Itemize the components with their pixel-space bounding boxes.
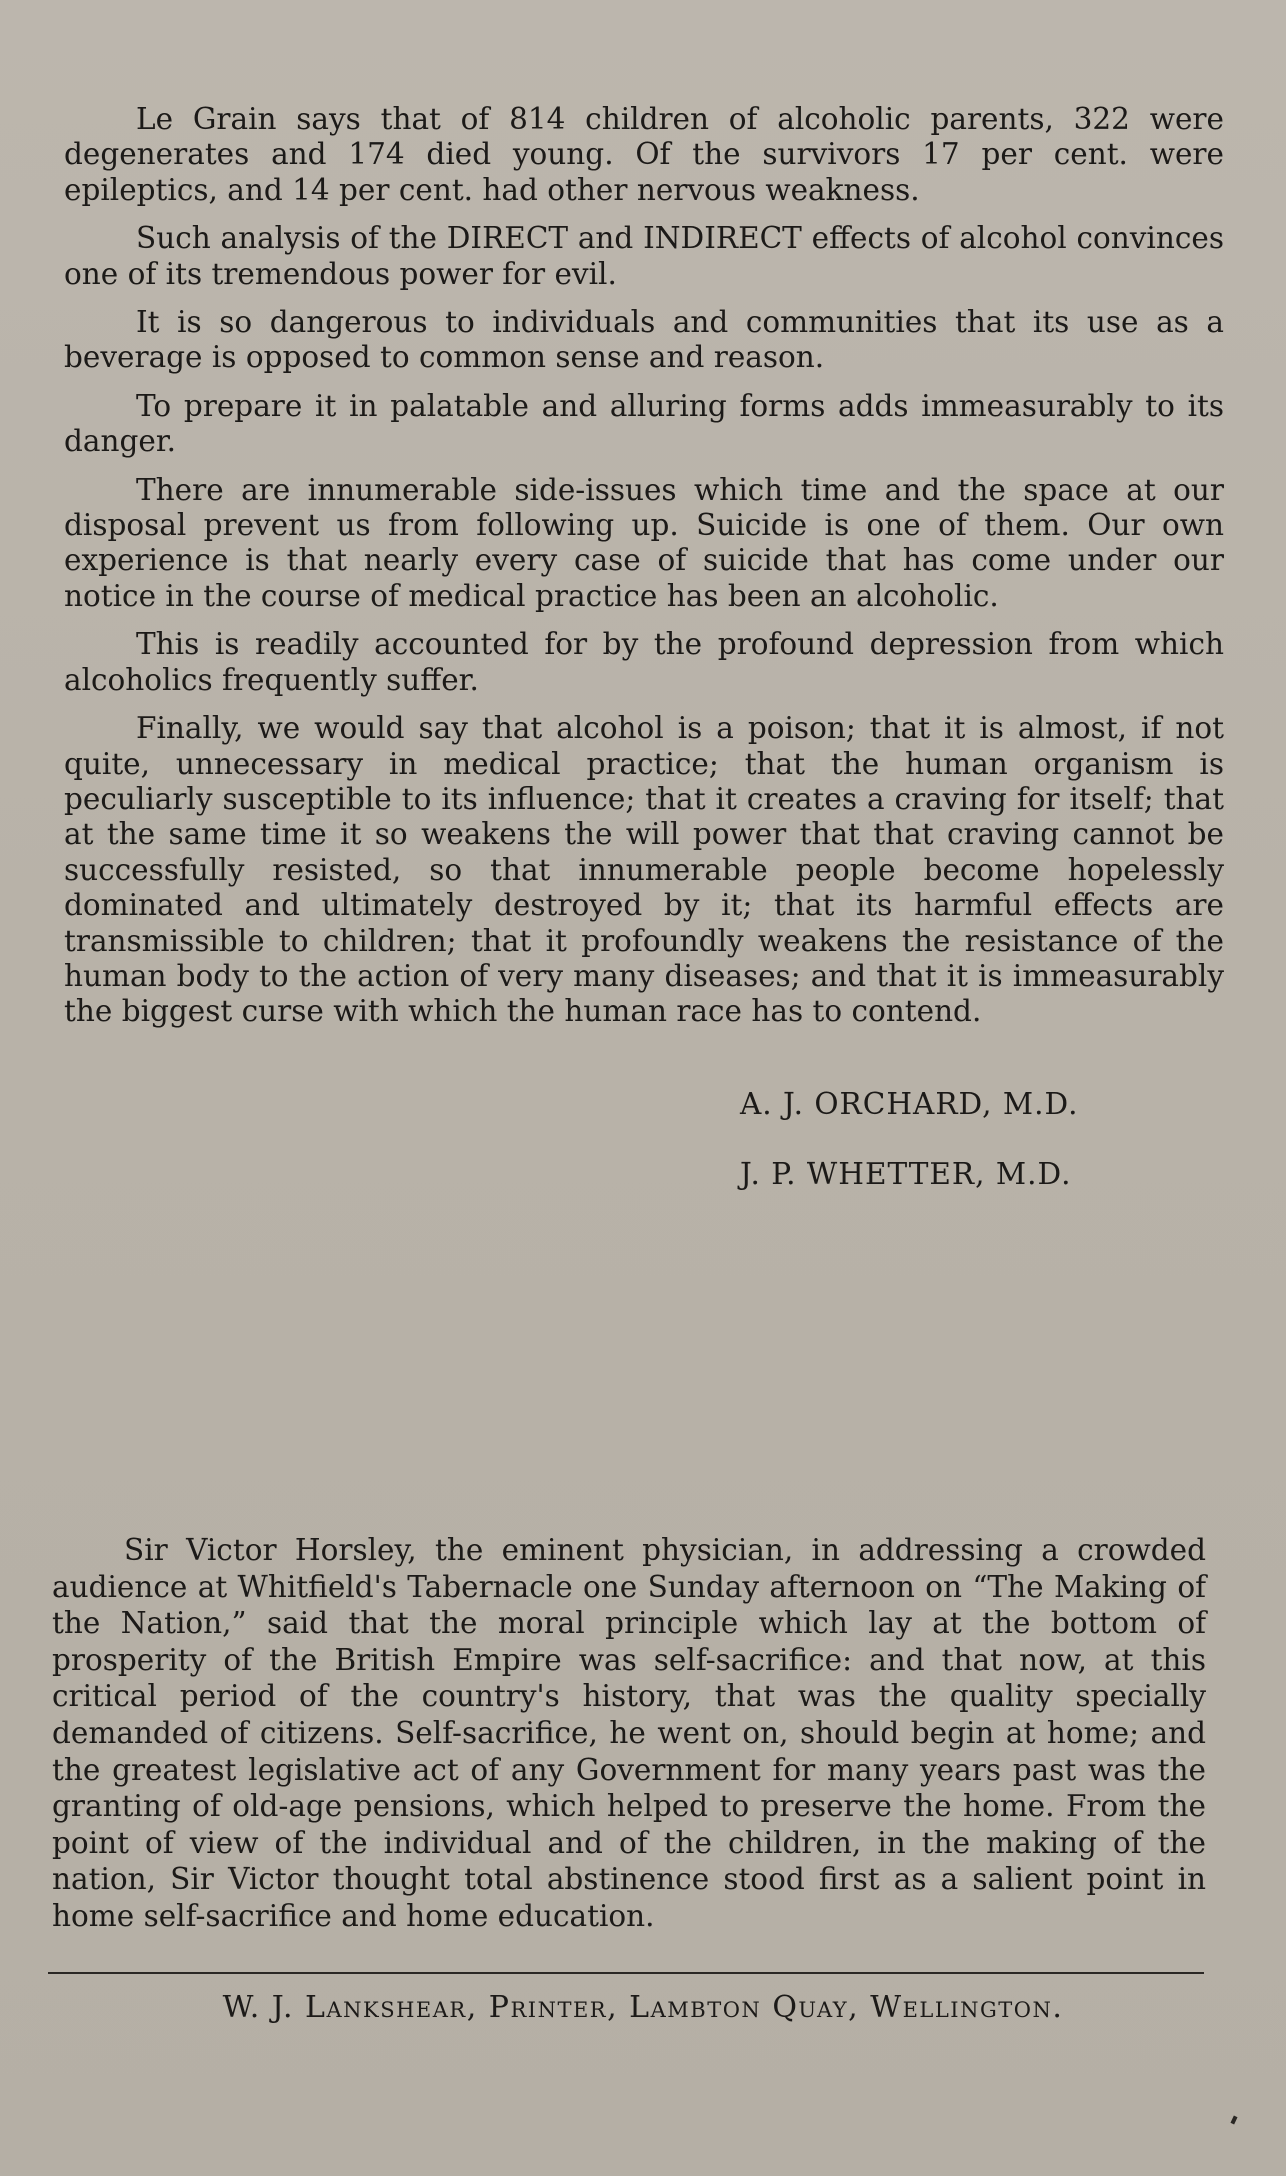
paragraph-horsley: Sir Victor Horsley, the eminent physician, in addressing a crowded audience at Whitfield's Tabernacle one Sunday afternoon on “The Making of the Nation,” said that the moral principle which lay at the bottom of prosperity of the British Empire was self-sacrifice: and that now, at this critical period of the country's history, that was the quality specially demanded of citizens. Self-sacrifice, he went on, should begin at home; and the greatest legislative act of any Government for many years past was the granting of old-age pensions, which helped to preserve the home. From the point of view of the individual and of the children, in the making of the nation, Sir Victor thought total abstinence stood first as a salient point in home self-sacrifice and home education. (52, 1533, 1206, 1933)
signature-orchard: A. J. ORCHARD, M.D. (740, 1087, 1079, 1121)
paragraph-analysis: Such analysis of the DIRECT and INDIRECT effects of alcohol convinces one of its tremendous power for evil. (64, 221, 1224, 291)
signature-whetter: J. P. WHETTER, M.D. (740, 1157, 1072, 1191)
footer-rule (48, 1972, 1204, 1974)
paragraph-le-grain: Le Grain says that of 814 children of alcoholic parents, 322 were degenerates and 174 died young. Of the survivors 17 per cent. were epileptics, and 14 per cent. had other nervous weakness. (64, 102, 1224, 207)
horsley-quote (52, 1532, 1206, 1935)
ink-speck (1230, 2116, 1237, 2125)
paragraph-depression: This is readily accounted for by the profound depression from which alcoholics frequently suffer. (64, 627, 1224, 697)
signature-block (740, 1086, 1078, 1226)
main-text (64, 102, 1224, 1043)
printer-imprint: W. J. Lankshear, Printer, Lambton Quay, Wellington. (222, 1990, 1064, 2025)
paragraph-conclusion: Finally, we would say that alcohol is a poison; that it is almost, if not quite, unnecessary in medical practice; that the human organism is peculiarly susceptible to its influence; that it creates a craving for itself; that at the same time it so weakens the will power that that craving cannot be successfully resisted, so that innumerable people become hopelessly dominated and ultimately destroyed by it; that its harmful effects are transmissible to children; that it profoundly weakens the resistance of the human body to the action of very many diseases; and that it is immeasurably the biggest curse with which the human race has to contend. (64, 711, 1224, 1029)
paragraph-palatable: To prepare it in palatable and alluring forms adds immeasurably to its danger. (64, 388, 1224, 459)
paragraph-dangerous: It is so dangerous to individuals and communities that its use as a beverage is opposed to common sense and reason. (64, 305, 1224, 375)
paragraph-side-issues: There are innumerable side-issues which time and the space at our disposal prevent us from following up. Suicide is one of them. Our own experience is that nearly every case of suicide that has come under our notice in the course of medical practice has been an alcoholic. (64, 472, 1224, 613)
